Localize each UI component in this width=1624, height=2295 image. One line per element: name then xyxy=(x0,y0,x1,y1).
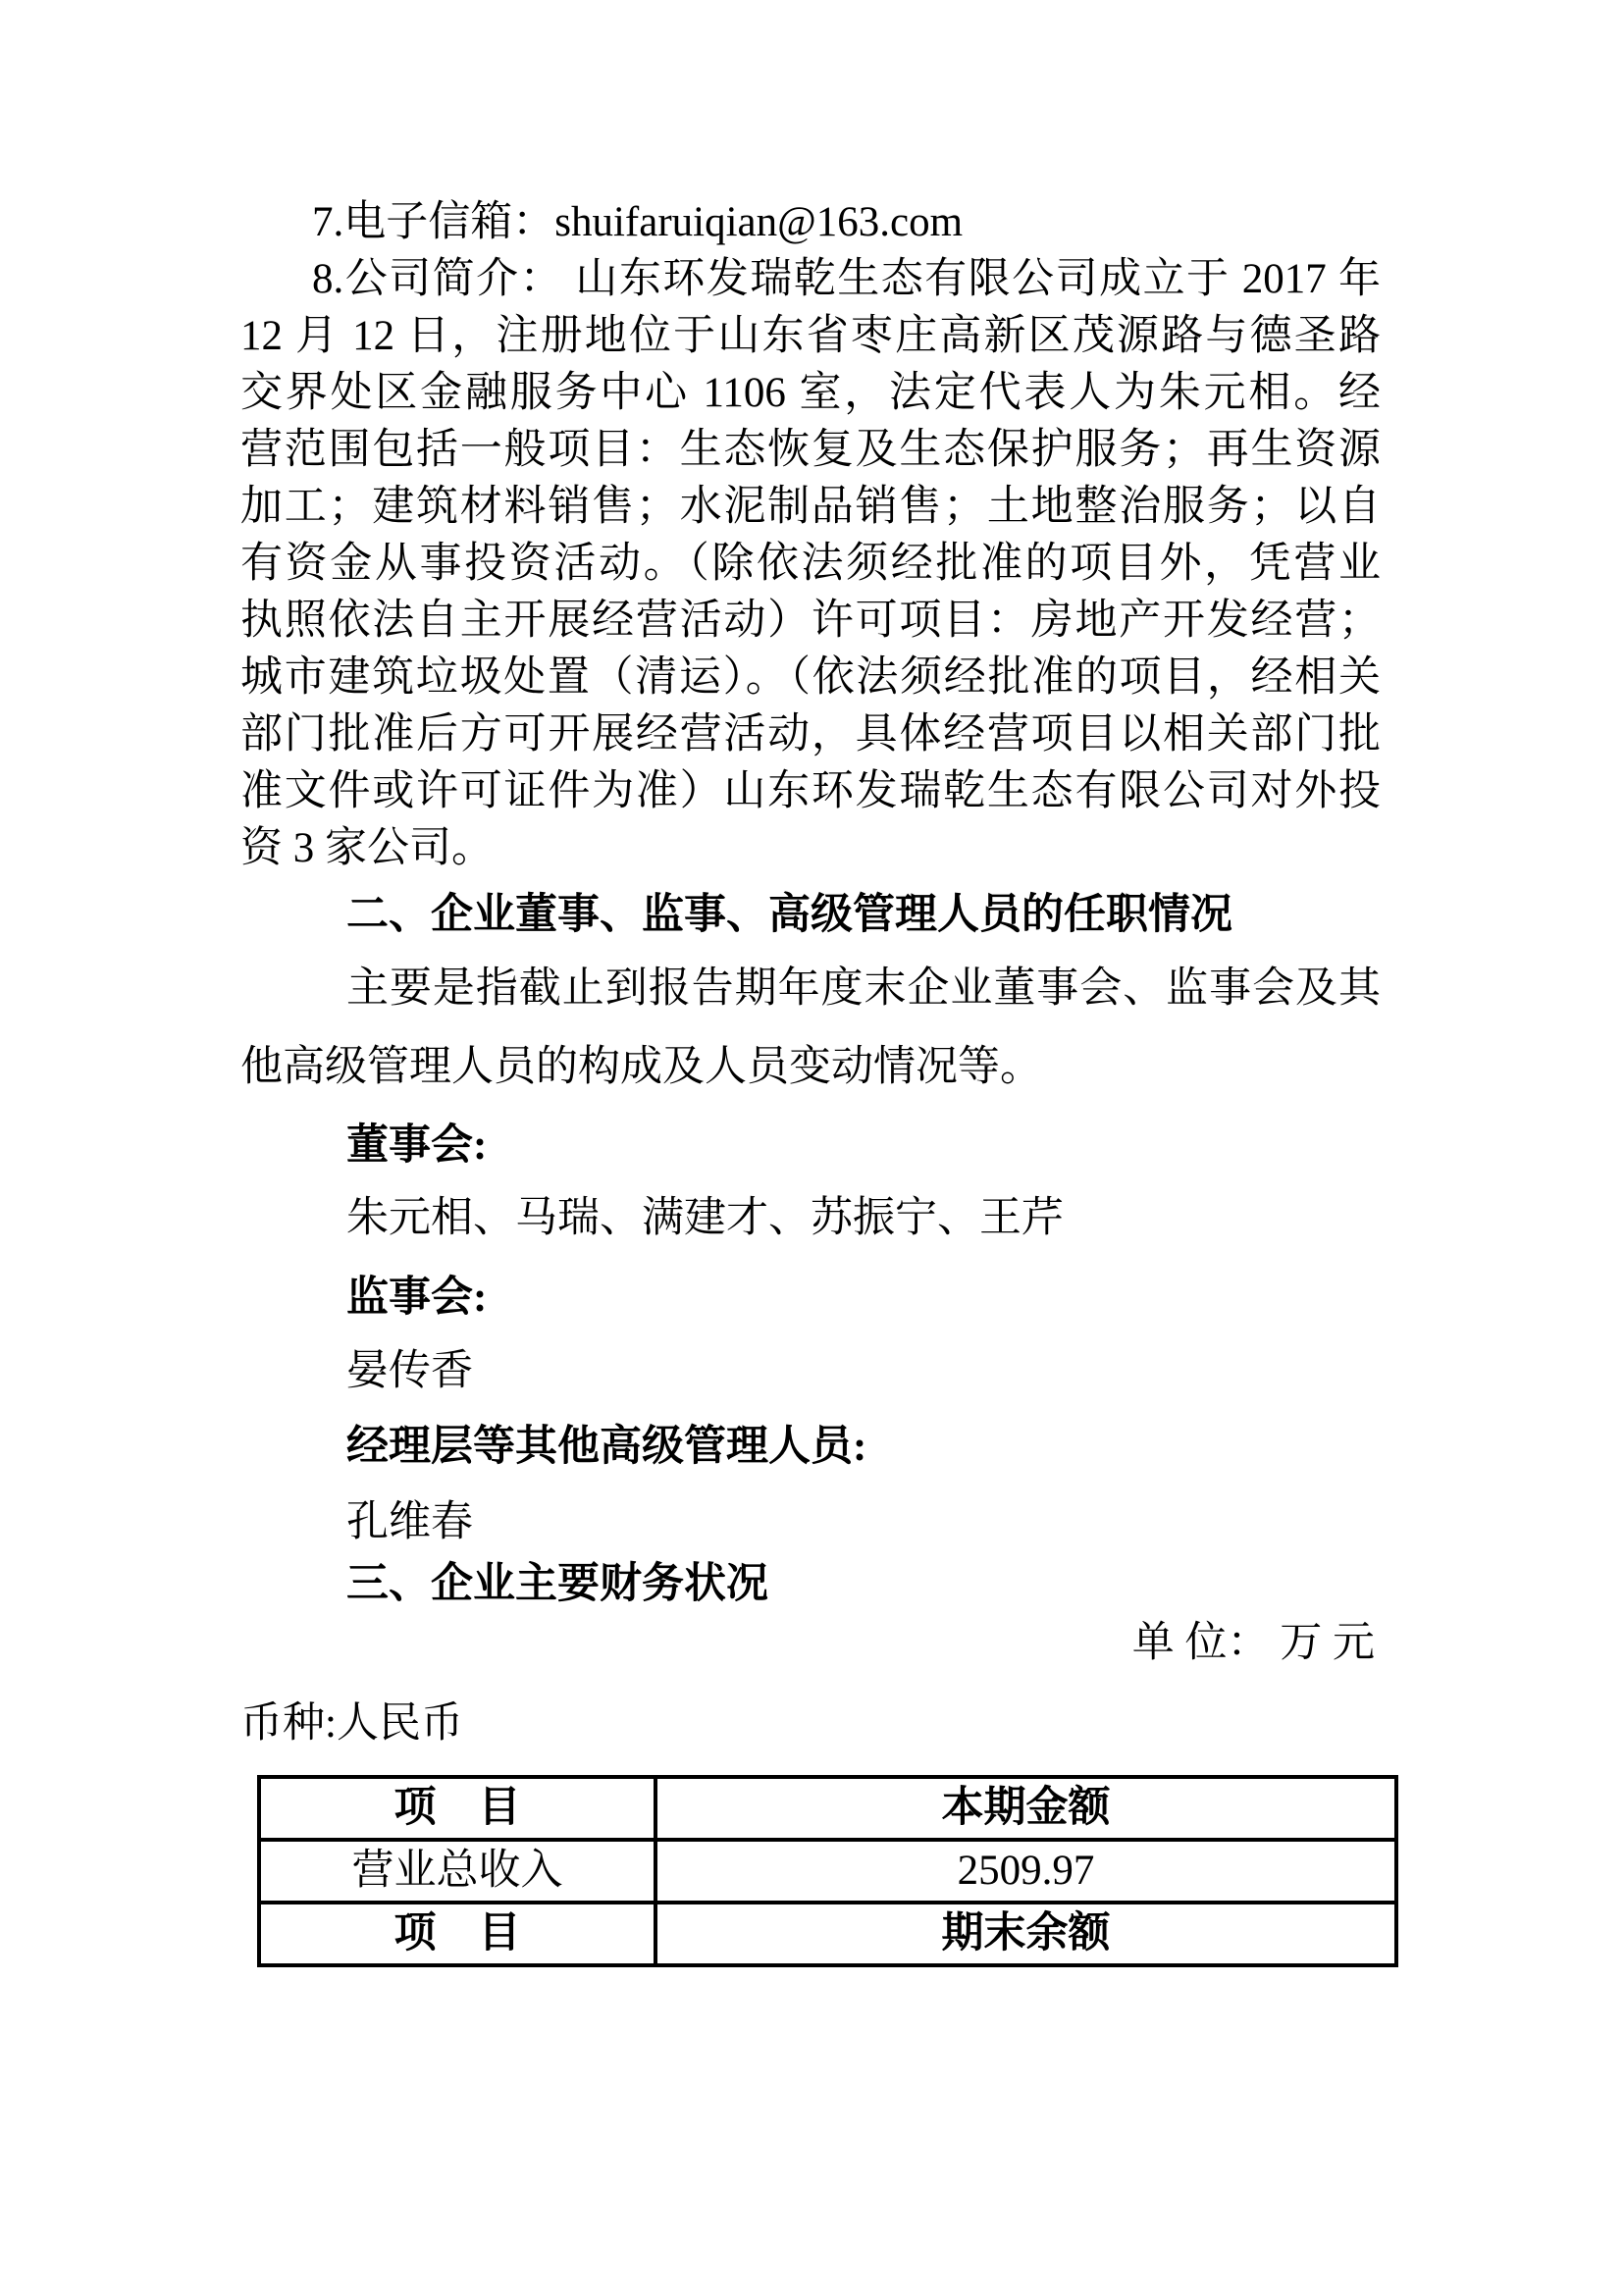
profile-line: 准文件或许可证件为准）山东环发瑞乾生态有限公司对外投 xyxy=(240,768,1381,814)
profile-line: 营范围包括一般项目：生态恢复及生态保护服务；再生资源 xyxy=(240,427,1381,473)
section2-paragraph-line: 主要是指截止到报告期年度末企业董事会、监事会及其 xyxy=(346,965,1381,1012)
table-cell-current-amount-header: 本期金额 xyxy=(655,1777,1396,1840)
profile-line-last: 资 3 家公司。 xyxy=(240,825,494,871)
table-cell-revenue-label: 营业总收入 xyxy=(259,1840,655,1903)
financial-table xyxy=(257,1775,1398,1967)
profile-line: 执照依法自主开展经营活动）许可项目：房地产开发经营； xyxy=(240,598,1381,644)
table-cell-item-header: 项 目 xyxy=(259,1777,655,1840)
profile-line: 加工；建筑材料销售；水泥制品销售；土地整治服务；以自 xyxy=(240,484,1381,530)
table-row-header-ending xyxy=(259,1903,1396,1965)
section2-paragraph-line: 他高级管理人员的构成及人员变动情况等。 xyxy=(240,1044,1042,1090)
profile-line: 城市建筑垃圾处置（清运）。（依法须经批准的项目，经相关 xyxy=(240,654,1381,701)
section3-heading: 三、企业主要财务状况 xyxy=(346,1561,768,1607)
table-row-header-current xyxy=(259,1777,1396,1840)
management-members: 孔维春 xyxy=(346,1499,473,1545)
board-of-directors-label: 董事会: xyxy=(346,1122,488,1169)
profile-line: 有资金从事投资活动。（除依法须经批准的项目外，凭营业 xyxy=(240,541,1381,587)
unit-note: 单 位： 万 元 xyxy=(1131,1620,1375,1666)
management-label: 经理层等其他高级管理人员: xyxy=(346,1424,867,1470)
table-cell-ending-balance-header: 期末余额 xyxy=(655,1903,1396,1965)
profile-line: 交界处区金融服务中心 1106 室，法定代表人为朱元相。经 xyxy=(240,370,1381,416)
supervisory-board-label: 监事会: xyxy=(346,1275,488,1321)
table-cell-revenue-value: 2509.97 xyxy=(655,1840,1396,1903)
section2-heading: 二、企业董事、监事、高级管理人员的任职情况 xyxy=(346,892,1232,938)
board-of-directors-members: 朱元相、马瑞、满建才、苏振宁、王芹 xyxy=(346,1195,1064,1241)
email-line: 7.电子信箱：shuifaruiqian@163.com xyxy=(312,199,964,245)
supervisory-board-members: 晏传香 xyxy=(346,1348,473,1394)
profile-line: 部门批准后方可开展经营活动，具体经营项目以相关部门批 xyxy=(240,711,1381,757)
profile-line: 8.公司简介： 山东环发瑞乾生态有限公司成立于 2017 年 xyxy=(312,256,1381,302)
table-row-revenue xyxy=(259,1840,1396,1903)
currency-note: 币种:人民币 xyxy=(240,1700,463,1747)
profile-line: 12 月 12 日，注册地位于山东省枣庄高新区茂源路与德圣路 xyxy=(240,313,1381,359)
table-cell-item-header2: 项 目 xyxy=(259,1903,655,1965)
company-profile-paragraph xyxy=(240,251,1381,877)
